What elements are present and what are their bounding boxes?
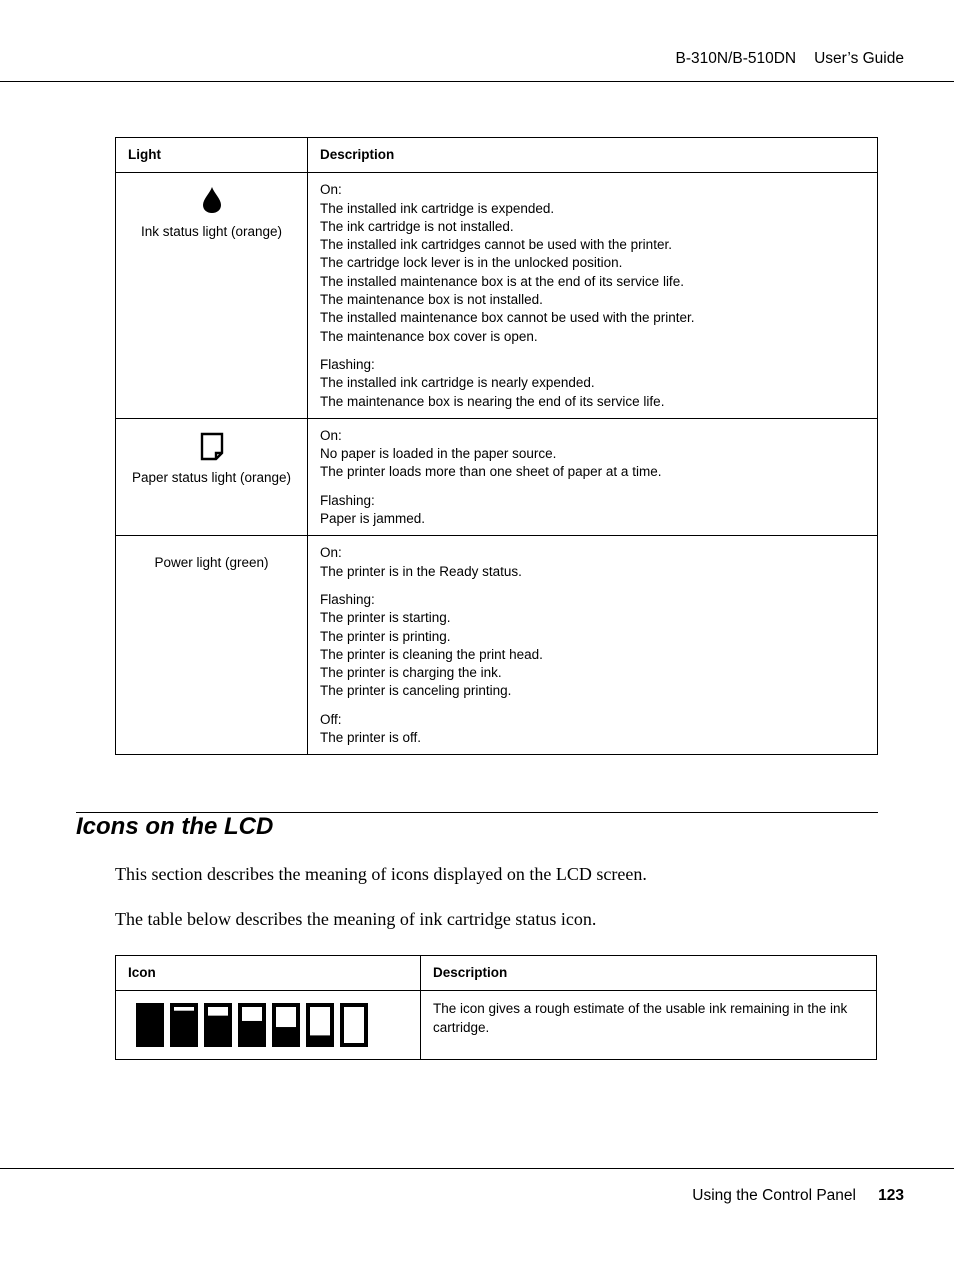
column-header-description: Description [421, 956, 877, 991]
page-footer [0, 1168, 954, 1204]
guide-name: User’s Guide [814, 50, 904, 67]
state-description: No paper is loaded in the paper source. [320, 446, 557, 462]
light-name: Paper status light (orange) [131, 469, 292, 485]
section-title: Icons on the LCD [76, 813, 274, 840]
ink-level-icon [136, 1003, 164, 1047]
light-name: Power light (green) [154, 555, 269, 571]
lcd-icons-table [115, 955, 877, 1060]
paper-sheet-icon [197, 431, 227, 461]
footer-section-name: Using the Control Panel [692, 1187, 856, 1204]
status-lights-table [115, 137, 878, 755]
intro-paragraph: This section describes the meaning of icons displayed on the LCD screen. [115, 864, 647, 884]
state-description: The printer is charging the ink. [320, 665, 502, 681]
column-header-light: Light [116, 138, 308, 173]
state-description: The installed ink cartridges cannot be used with the printer. [320, 237, 672, 253]
description-cell: The icon gives a rough estimate of the usable ink remaining in the ink cartridge. [421, 991, 877, 1060]
state-description: The installed maintenance box is at the end of its service life. [320, 273, 684, 289]
ink-level-icon [170, 1003, 198, 1047]
state-description: The installed ink cartridge is nearly expended. [320, 375, 595, 391]
state-group [320, 544, 865, 581]
ink-level-icons [136, 1003, 400, 1047]
state-description: Paper is jammed. [320, 511, 426, 527]
state-description: The printer is printing. [320, 628, 451, 644]
description-cell [308, 536, 878, 755]
page-header [0, 0, 954, 82]
state-description: The printer is off. [320, 730, 422, 746]
state-group [320, 492, 865, 529]
state-label: On: [320, 182, 342, 198]
table-header-row [116, 138, 878, 173]
state-description: The installed ink cartridge is expended. [320, 200, 555, 216]
ink-drop-icon [197, 185, 227, 215]
state-description: The maintenance box is not installed. [320, 292, 543, 308]
light-cell [116, 418, 308, 535]
state-description: The maintenance box cover is open. [320, 328, 538, 344]
ink-level-icon [340, 1003, 368, 1047]
state-description: The printer is in the Ready status. [320, 563, 522, 579]
state-group [320, 427, 865, 482]
state-description: The printer loads more than one sheet of paper at a time. [320, 464, 662, 480]
icon-cell [116, 991, 421, 1060]
state-label: Flashing: [320, 356, 375, 372]
ink-level-icon [272, 1003, 300, 1047]
state-description: The ink cartridge is not installed. [320, 218, 514, 234]
state-description: The printer is starting. [320, 610, 451, 626]
table-row [116, 991, 877, 1060]
state-description: The installed maintenance box cannot be used with the printer. [320, 310, 695, 326]
state-label: Off: [320, 711, 342, 727]
light-cell [116, 536, 308, 755]
description-cell [308, 418, 878, 535]
state-description: The printer is cleaning the print head. [320, 646, 543, 662]
column-header-icon: Icon [116, 956, 421, 991]
light-cell [116, 173, 308, 419]
table-row [116, 536, 878, 755]
state-description: The cartridge lock lever is in the unlocked position. [320, 255, 623, 271]
table-row [116, 418, 878, 535]
table-row [116, 173, 878, 419]
table-intro-paragraph: The table below describes the meaning of ink cartridge status icon. [115, 909, 597, 929]
state-label: Flashing: [320, 492, 375, 508]
model-name: B-310N/B-510DN [675, 50, 797, 67]
state-description: The maintenance box is nearing the end of its service life. [320, 393, 665, 409]
table-header-row [116, 956, 877, 991]
state-group [320, 356, 865, 411]
column-header-description: Description [308, 138, 878, 173]
state-description: The printer is canceling printing. [320, 683, 512, 699]
state-group [320, 181, 865, 346]
state-label: On: [320, 427, 342, 443]
page-number: 123 [878, 1187, 904, 1204]
light-name: Ink status light (orange) [140, 224, 283, 240]
document-title [676, 50, 905, 68]
state-label: On: [320, 545, 342, 561]
ink-level-icon [204, 1003, 232, 1047]
ink-level-icon [238, 1003, 266, 1047]
state-label: Flashing: [320, 591, 375, 607]
ink-level-icon [306, 1003, 334, 1047]
state-group [320, 591, 865, 701]
description-cell [308, 173, 878, 419]
state-group [320, 711, 865, 748]
